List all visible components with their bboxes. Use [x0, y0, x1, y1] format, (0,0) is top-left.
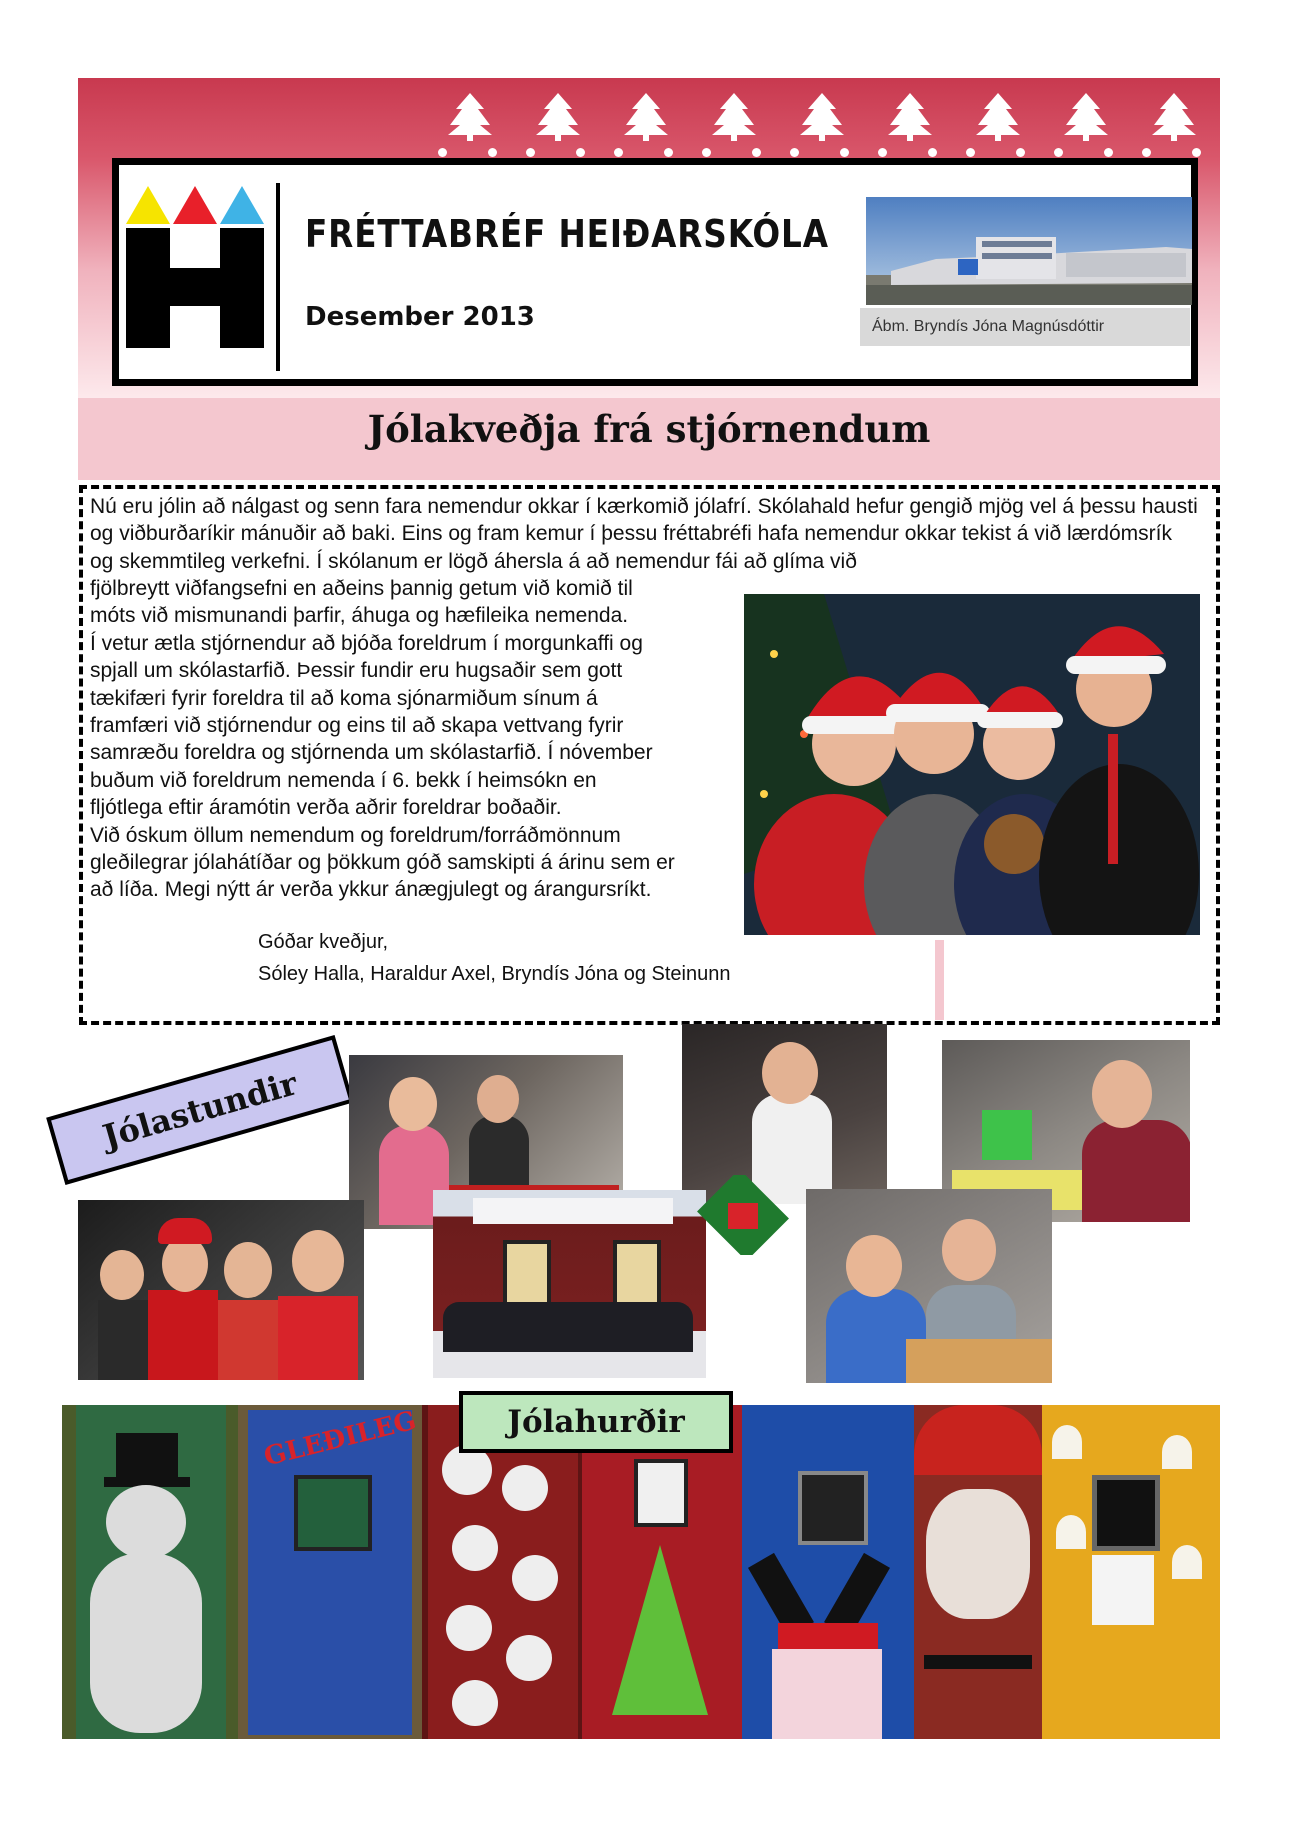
letter-line: spjall um skólastarfið. Þessir fundir eru hugsaðir sem gott	[90, 659, 623, 683]
letter-line: gleðilegrar jólahátíðar og þökkum góð samskipti á árinu sem er	[90, 851, 675, 875]
school-building-photo	[866, 197, 1192, 305]
snow-dot	[614, 148, 623, 157]
door-snowflake-faces	[422, 1405, 582, 1739]
signatures: Sóley Halla, Haraldur Axel, Bryndís Jóna og Steinunn	[258, 963, 731, 985]
snow-dot	[752, 148, 761, 157]
letter-line: að líða. Megi nýtt ár verða ykkur ánægjulegt og árangursríkt.	[90, 878, 652, 902]
door-santa-chimney	[742, 1405, 914, 1739]
label-jolahurdir: Jólahurðir	[459, 1391, 733, 1453]
yellow-triangle-icon	[126, 186, 170, 224]
snow-dot	[878, 148, 887, 157]
snow-dot	[488, 148, 497, 157]
tree-icon	[712, 93, 756, 141]
snow-dot	[1192, 148, 1201, 157]
letter-line: tækifæri fyrir foreldra til að koma sjónarmiðum sínum á	[90, 686, 598, 710]
tree-icon	[536, 93, 580, 141]
snow-dot	[790, 148, 799, 157]
snow-dot	[526, 148, 535, 157]
letter-line: fljótlega eftir áramótin verða aðrir foreldrar boðaðir.	[90, 796, 562, 820]
photo-caption: Ábm. Bryndís Jóna Magnúsdóttir	[860, 308, 1190, 346]
snow-dot	[702, 148, 711, 157]
tree-icon	[1152, 93, 1196, 141]
staff-christmas-photo	[744, 594, 1200, 935]
label-jolastundir: Jólastundir	[46, 1035, 354, 1185]
snow-dot	[1142, 148, 1151, 157]
issue-date: Desember 2013	[305, 302, 535, 332]
tree-icon	[448, 93, 492, 141]
logo-divider	[276, 183, 280, 371]
section-title: Jólakveðja frá stjórnendum	[367, 407, 931, 451]
letter-signoff	[258, 926, 731, 990]
red-triangle-icon	[173, 186, 217, 224]
letter-line: fjölbreytt viðfangsefni en aðeins þannig getum við komið til	[90, 577, 633, 600]
snow-dot	[966, 148, 975, 157]
photo-boys-thumbs-up	[806, 1189, 1052, 1383]
door-paper-tree	[582, 1405, 742, 1739]
tree-icon	[624, 93, 668, 141]
door-santa-face	[914, 1405, 1042, 1739]
door-gledileg-jol: GLEÐILEG	[238, 1405, 422, 1739]
tree-icon	[800, 93, 844, 141]
snow-dot	[1016, 148, 1025, 157]
tree-icon	[976, 93, 1020, 141]
snow-dot	[438, 148, 447, 157]
letter-line: samræðu foreldra og stjórnenda um skólastarfið. Í nóvember	[90, 741, 653, 765]
pink-divider	[935, 940, 944, 1020]
snow-dot	[576, 148, 585, 157]
photo-kids-santa-hats	[78, 1200, 364, 1380]
snow-dot	[1054, 148, 1063, 157]
door-snowman	[62, 1405, 238, 1739]
letter-line: móts við mismunandi þarfir, áhuga og hæfileika nemenda.	[90, 604, 629, 628]
letter-line: Við óskum öllum nemendum og foreldrum/forráðmönnum	[90, 823, 621, 847]
greeting: Góðar kveðjur,	[258, 931, 389, 953]
letter-line: Í vetur ætla stjórnendur að bjóða foreldrum í morgunkaffi og	[90, 631, 643, 655]
letter-line: framfæri við stjórnendur og eins til að skapa vettvang fyrir	[90, 714, 624, 738]
photo-paper-ornament	[688, 1175, 808, 1255]
newsletter-title: FRÉTTABRÉF HEIÐARSKÓLA	[305, 212, 829, 256]
snow-dot	[1104, 148, 1113, 157]
blue-triangle-icon	[220, 186, 264, 224]
tree-icon	[1064, 93, 1108, 141]
school-logo	[126, 186, 266, 351]
photo-group-outdoor-snow	[433, 1190, 706, 1378]
letter-lines	[90, 575, 740, 904]
tree-icon	[888, 93, 932, 141]
snow-dot	[928, 148, 937, 157]
door-angels	[1042, 1405, 1220, 1739]
snow-dot	[840, 148, 849, 157]
snow-dot	[664, 148, 673, 157]
letter-line: buðum við foreldrum nemenda í 6. bekk í heimsókn en	[90, 768, 597, 792]
letter-paragraph: Nú eru jólin að nálgast og senn fara nemendur okkar í kærkomið jólafrí. Skólahald hefur gengið mjög vel á þessu hausti og viðburðaríkir mánuðir að baki. Eins og fram kemur í þessu fréttabréfi hafa nemendur okkar tekist á við lærdómsrík og skemmtileg verkefni. Í skólanum er lögð áhersla á að nemendur fái að glíma við	[90, 495, 1198, 573]
